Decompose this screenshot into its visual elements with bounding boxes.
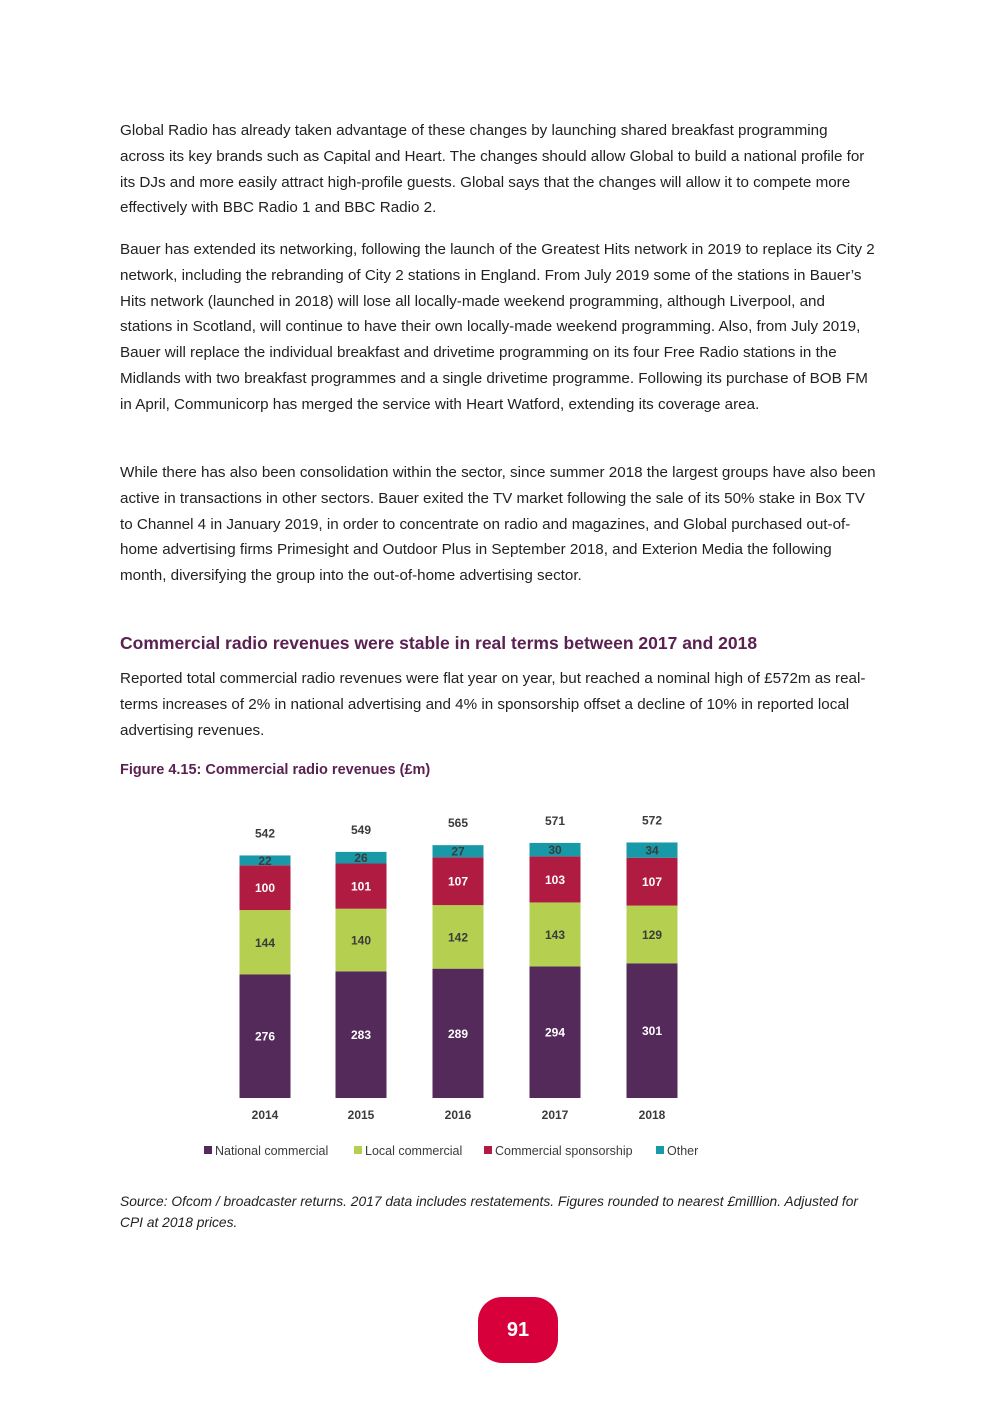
data-label: 26: [354, 851, 368, 866]
data-label: 283: [350, 1028, 372, 1043]
legend-swatch: [204, 1146, 212, 1154]
data-label: 103: [544, 872, 566, 887]
section-paragraph: Reported total commercial radio revenues were flat year on year, but reached a nominal high of £572m as real-terms increases of 2% in national advertising and 4% in sponsorship offset a decline of 10% in reported local advertising revenues.: [120, 670, 866, 739]
data-label: 144: [254, 935, 276, 950]
total-label: 565: [447, 816, 469, 831]
legend-label: National commercial: [215, 1144, 329, 1158]
category-label: 2017: [541, 1108, 569, 1122]
data-label: 294: [544, 1025, 566, 1040]
figure-title: Figure 4.15: Commercial radio revenues (£m): [120, 762, 431, 778]
total-label: 549: [350, 822, 372, 837]
data-label: 34: [645, 843, 659, 858]
legend-label: Local commercial: [365, 1144, 463, 1158]
total-label: 542: [254, 826, 276, 841]
data-label: 140: [350, 933, 372, 948]
data-label: 101: [350, 879, 372, 894]
legend-swatch: [484, 1146, 492, 1154]
legend-swatch: [656, 1146, 664, 1154]
data-label: 276: [254, 1029, 276, 1044]
data-label: 107: [447, 874, 469, 889]
page-number-badge: [478, 1297, 558, 1363]
legend-swatch: [354, 1146, 362, 1154]
body-paragraph: Bauer has extended its networking, following the launch of the Greatest Hits network in 2019 to replace its City 2 network, including the rebranding of City 2 stations in England. From July 2019 some of the stations in Bauer’s Hits network (launched in 2018) will lose all locally-made weekend programming, although Liverpool, and stations in Scotland, will continue to have their own locally-made weekend programming. Also, from July 2019, Bauer will replace the individual breakfast and drivetime programming on its four Free Radio stations in the Midlands with two breakfast programmes and a single drivetime programme. Following its purchase of BOB FM in April, Communicorp has merged the service with Heart Watford, extending its coverage area.: [120, 241, 875, 413]
page-number: 91: [506, 1318, 530, 1341]
body-paragraph: Global Radio has already taken advantage of these changes by launching shared breakfast programming across its key brands such as Capital and Heart. The changes should allow Global to build a national profile for its DJs and more easily attract high-profile guests. Global says that the changes will allow it to compete more effectively with BBC Radio 1 and BBC Radio 2.: [120, 122, 865, 217]
legend-label: Commercial sponsorship: [495, 1144, 633, 1158]
data-label: 107: [641, 875, 663, 890]
data-label: 22: [258, 853, 272, 868]
data-label: 129: [641, 927, 663, 942]
category-label: 2018: [638, 1108, 666, 1122]
body-paragraph: While there has also been consolidation within the sector, since summer 2018 the largest groups have also been active in transactions in other sectors. Bauer exited the TV market following the sale of its 50% stake in Box TV to Channel 4 in January 2019, in order to concentrate on radio and magazines, and Global purchased out-of-home advertising firms Primesight and Outdoor Plus in September 2018, and Exterion Media the following month, diversifying the group into the out-of-home advertising sector.: [120, 464, 876, 585]
category-label: 2014: [251, 1108, 279, 1122]
data-label: 143: [544, 927, 566, 942]
data-label: 27: [451, 844, 465, 859]
data-label: 301: [641, 1024, 663, 1039]
total-label: 571: [544, 813, 566, 828]
data-label: 142: [447, 930, 469, 945]
source-note: Source: Ofcom / broadcaster returns. 2017 data includes restatements. Figures rounded to nearest £milllion. Adjusted for CPI at 2018 prices.: [120, 1194, 859, 1230]
legend-label: Other: [667, 1144, 699, 1158]
data-label: 100: [254, 881, 276, 896]
category-label: 2016: [444, 1108, 472, 1122]
data-label: 289: [447, 1026, 469, 1041]
section-heading: Commercial radio revenues were stable in real terms between 2017 and 2018: [120, 633, 758, 653]
category-label: 2015: [347, 1108, 375, 1122]
total-label: 572: [641, 813, 663, 828]
data-label: 30: [548, 843, 562, 858]
